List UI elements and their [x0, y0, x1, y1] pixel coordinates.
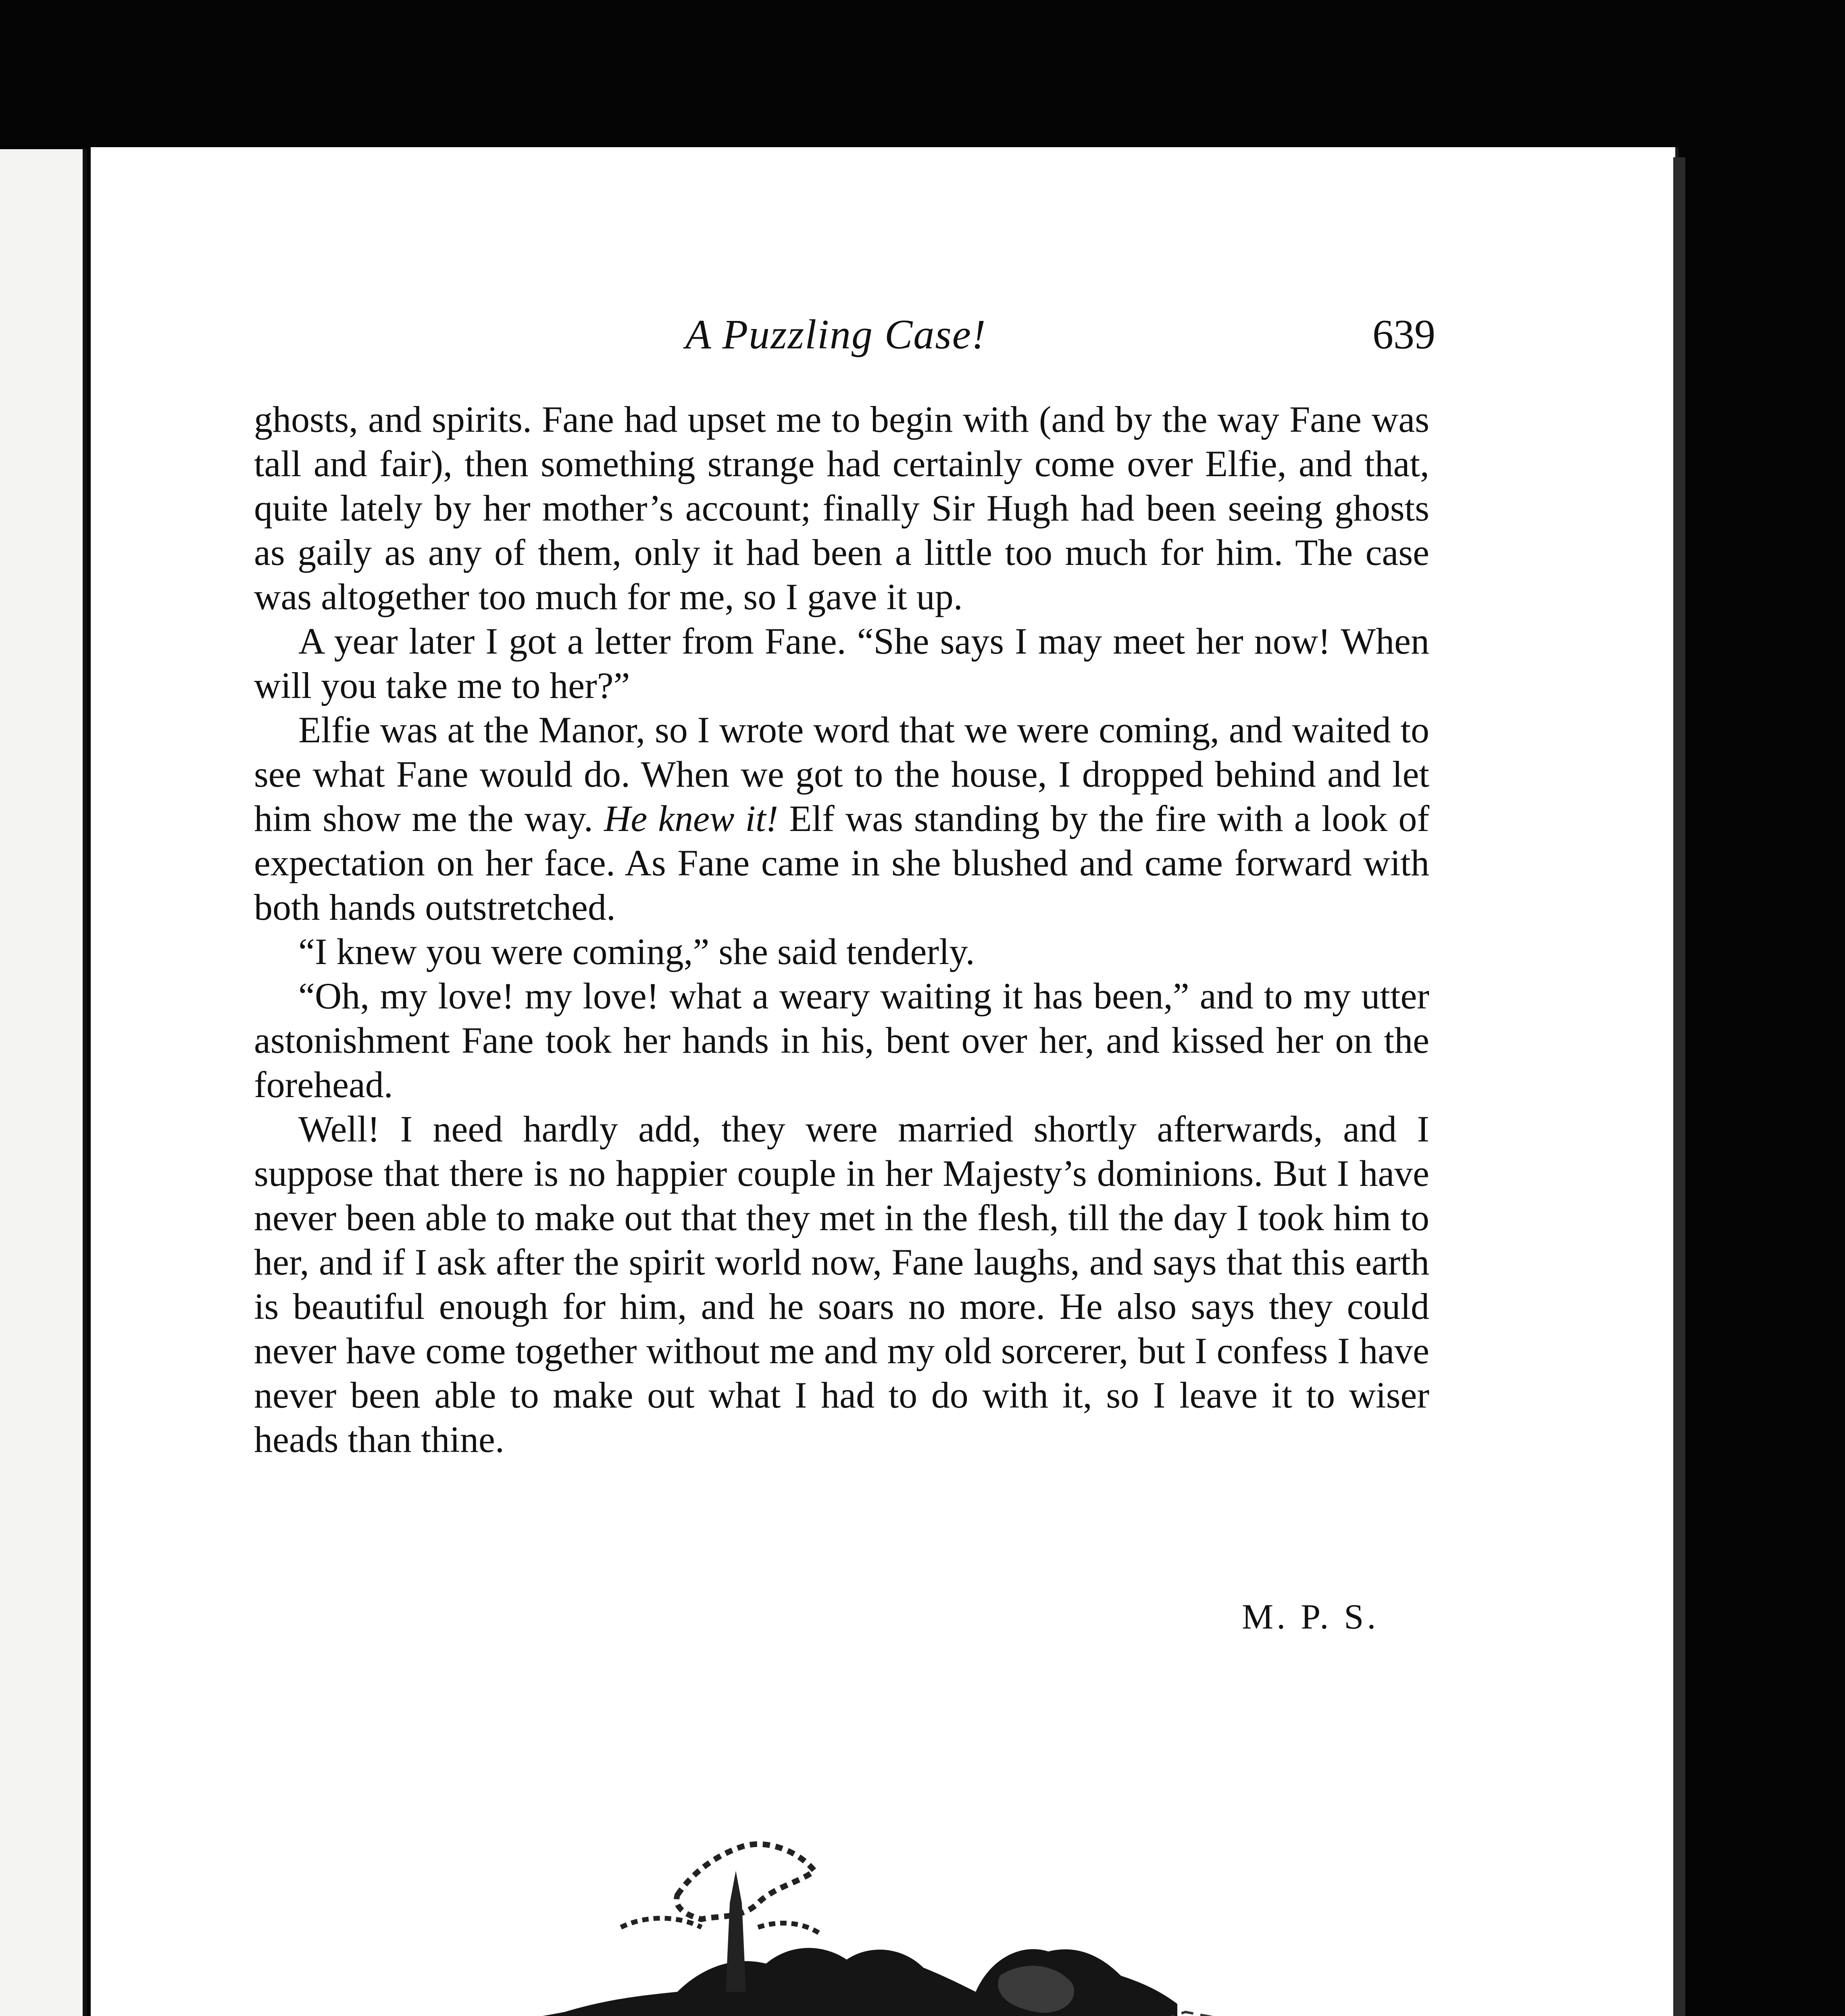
tall-tree-crown — [677, 1844, 814, 1919]
page-edge-shadow — [1673, 157, 1685, 2016]
author-initials: M. P. S. — [1242, 1597, 1379, 1637]
paragraph — [254, 1107, 1429, 1462]
paragraph-text: Elf was standing by the fire with a look of expectation on her face. As Fane came in she blushed and came forward with both hands outstretched. — [254, 798, 1429, 928]
tall-tree-crown — [621, 1918, 823, 1936]
previous-page-edge — [0, 149, 87, 2016]
paragraph — [254, 619, 1429, 708]
italic-text: He knew it! — [604, 798, 779, 839]
paragraph-text: Elfie was at the Manor, so I wrote word that we were coming, and waited to see what Fane would do. When we got to the house, I dropped behind and let him show me the way. — [254, 709, 1429, 839]
paragraph-text: A year later I got a letter from Fane. “She says I may meet her now! When will you take me to her?” — [254, 621, 1429, 706]
running-header — [685, 310, 1435, 375]
paragraph-text: “I knew you were coming,” she said tenderly. — [298, 931, 975, 972]
paragraph-text: “Oh, my love! my love! what a weary waiting it has been,” and to my utter astonishment Fane took her hands in his, bent over her, and kissed her on the forehead. — [254, 975, 1429, 1105]
paragraph-text: Well! I need hardly add, they were married shortly afterwards, and I suppose that there is no happier couple in her Majesty’s dominions. But I have never been able to make out that they met in the flesh, till the day I took him to her, and if I ask after the spirit world now, Fane laughs, and says that this earth is beautiful enough for him, and he soars no more. He also says they could never have come together without me and my old sorcerer, but I confess I have never been able to make out what I had to do with it, so I leave it to wiser heads than thine. — [254, 1108, 1429, 1460]
running-title: A Puzzling Case! — [685, 311, 987, 358]
paragraph — [254, 397, 1429, 619]
paragraph — [254, 708, 1429, 929]
landscape-vignette-illustration — [395, 1822, 1290, 2016]
paragraph — [254, 974, 1429, 1107]
page-number: 639 — [1372, 311, 1435, 358]
paragraph — [254, 929, 1429, 974]
body-text — [254, 397, 1429, 1462]
paragraph-text: ghosts, and spirits. Fane had upset me to begin with (and by the way Fane was tall and fair), then something strange had certainly come over Elfie, and that, quite lately by her mother’s account; finally Sir Hugh had been seeing ghosts as gaily as any of them, only it had been a little too much for him. The case was altogether too much for me, so I gave it up. — [254, 399, 1429, 617]
tall-tree — [726, 1871, 746, 1992]
